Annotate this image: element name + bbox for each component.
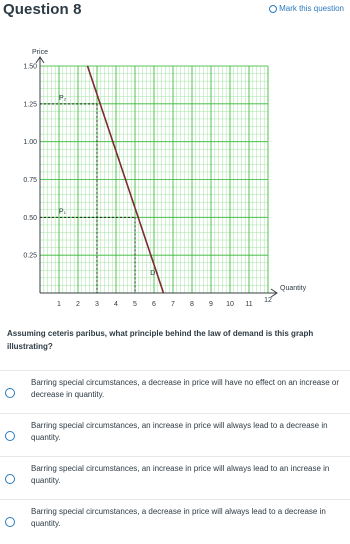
x-tick-label: 8 bbox=[190, 301, 194, 308]
demand-chart-svg bbox=[0, 40, 350, 310]
x-tick-label: 4 bbox=[114, 301, 118, 308]
x-tick-label: 9 bbox=[209, 301, 213, 308]
radio-button[interactable] bbox=[5, 517, 15, 527]
demand-label: D bbox=[150, 269, 156, 277]
y-tick-label: 0.50 bbox=[23, 214, 37, 222]
price-label: P₁ bbox=[59, 208, 67, 216]
answer-option[interactable] bbox=[0, 456, 350, 499]
question-text: Assuming ceteris paribus, what principle behind the law of demand is this graph illustrating? bbox=[7, 329, 314, 351]
answer-option-label: Barring special circumstances, a decrease in price will always lead to a decrease in quantity. bbox=[31, 507, 326, 528]
x-tick-label: 1 bbox=[57, 301, 61, 308]
y-tick-label: 1.25 bbox=[23, 101, 37, 109]
x-tick-label: 5 bbox=[133, 301, 137, 308]
x-tick-label: 12 bbox=[264, 297, 272, 304]
y-tick-label: 0.25 bbox=[23, 252, 37, 260]
answer-option-label: Barring special circumstances, a decrease in price will have no effect on an increase or decrease in quantity. bbox=[31, 378, 340, 399]
radio-button[interactable] bbox=[5, 431, 15, 441]
x-axis-label: Quantity bbox=[280, 285, 307, 292]
x-tick-label: 6 bbox=[152, 301, 156, 308]
answer-option-label: Barring special circumstances, an increase in price will always lead to a decrease in quantity. bbox=[31, 421, 328, 442]
mark-question-label: Mark this question bbox=[279, 4, 344, 13]
answer-options bbox=[0, 370, 350, 542]
answer-option[interactable] bbox=[0, 413, 350, 456]
y-axis-label: Price bbox=[32, 49, 48, 56]
radio-button[interactable] bbox=[5, 388, 15, 398]
answer-option[interactable] bbox=[0, 370, 350, 413]
y-tick-label: 1.00 bbox=[23, 139, 37, 147]
demand-chart bbox=[0, 40, 350, 310]
y-tick-label: 1.50 bbox=[23, 63, 37, 71]
mark-question-link[interactable] bbox=[269, 4, 344, 13]
x-tick-label: 3 bbox=[95, 301, 99, 308]
question-title: Question 8 bbox=[3, 1, 82, 18]
question-header bbox=[0, 0, 350, 22]
answer-option-label: Barring special circumstances, an increase in price will always lead to an increase in quantity. bbox=[31, 464, 330, 485]
x-tick-label: 11 bbox=[245, 301, 253, 308]
circle-icon bbox=[269, 5, 277, 13]
y-tick-label: 0.75 bbox=[23, 177, 37, 184]
x-tick-label: 7 bbox=[171, 301, 175, 308]
price-label: P₂ bbox=[59, 94, 67, 102]
x-tick-label: 2 bbox=[76, 301, 80, 308]
x-tick-label: 10 bbox=[226, 301, 234, 308]
radio-button[interactable] bbox=[5, 474, 15, 484]
answer-option[interactable] bbox=[0, 499, 350, 542]
